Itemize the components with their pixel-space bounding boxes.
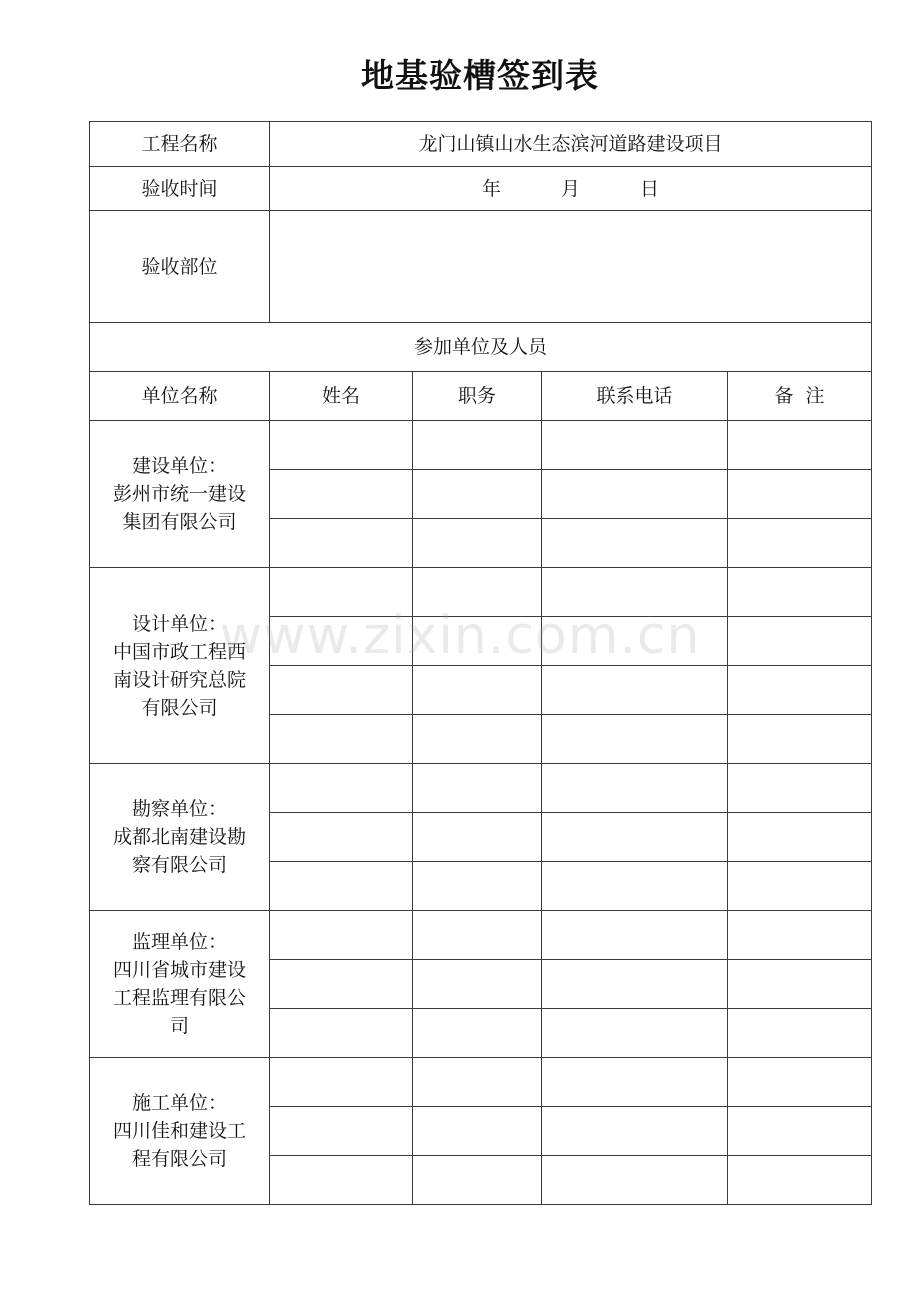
project-label: 工程名称 [90,122,270,167]
section-title: 参加单位及人员 [90,323,872,372]
part-value[interactable] [270,211,872,323]
remarks-cell[interactable] [728,862,872,911]
unit-name-line: 设计单位： [131,612,227,635]
name-cell[interactable] [270,862,413,911]
position-cell[interactable] [413,421,542,470]
unit-name-cell [90,911,270,1058]
unit-name-line: 集团有限公司 [122,511,237,533]
part-label: 验收部位 [90,211,270,323]
position-cell[interactable] [413,519,542,568]
phone-cell[interactable] [542,715,728,764]
position-cell[interactable] [413,617,542,666]
table-row [90,911,872,960]
unit-name-line: 建设单位： [131,455,227,477]
name-cell[interactable] [270,715,413,764]
part-row [90,211,872,323]
unit-name-line: 施工单位： [131,1092,227,1114]
position-cell[interactable] [413,862,542,911]
unit-name-line: 勘察单位： [131,798,227,820]
name-cell[interactable] [270,1107,413,1156]
position-cell[interactable] [413,960,542,1009]
phone-cell[interactable] [542,911,728,960]
day-label: 日 [640,177,660,200]
position-cell[interactable] [413,568,542,617]
name-cell[interactable] [270,1009,413,1058]
name-cell[interactable] [270,617,413,666]
unit-name-line: 彭州市统一建设 [112,483,246,505]
phone-cell[interactable] [542,1107,728,1156]
phone-cell[interactable] [542,813,728,862]
table-row [90,764,872,813]
unit-name-line: 南设计研究总院 [112,668,246,691]
phone-cell[interactable] [542,617,728,666]
month-label: 月 [561,177,581,200]
name-cell[interactable] [270,1156,413,1205]
date-field [482,178,659,200]
name-cell[interactable] [270,666,413,715]
time-label: 验收时间 [90,167,270,211]
phone-cell[interactable] [542,862,728,911]
project-value: 龙门山镇山水生态滨河道路建设项目 [270,122,872,167]
name-cell[interactable] [270,470,413,519]
position-cell[interactable] [413,666,542,715]
remarks-cell[interactable] [728,960,872,1009]
position-cell[interactable] [413,715,542,764]
position-cell[interactable] [413,1009,542,1058]
unit-name-line: 四川佳和建设工 [112,1120,246,1142]
unit-name-cell [90,1058,270,1205]
phone-cell[interactable] [542,1058,728,1107]
remarks-cell[interactable] [728,1058,872,1107]
unit-name-line: 监理单位： [131,931,227,953]
year-label: 年 [481,177,501,200]
remarks-cell[interactable] [728,519,872,568]
unit-name-line: 成都北南建设勘 [112,826,246,848]
position-cell[interactable] [413,1058,542,1107]
header-remarks: 备 注 [728,372,872,421]
table-row [90,421,872,470]
unit-name-line: 工程监理有限公 [112,987,246,1009]
page-title: 地基验槽签到表 [361,56,599,95]
position-cell[interactable] [413,470,542,519]
phone-cell[interactable] [542,470,728,519]
unit-name-line: 四川省城市建设 [112,959,246,981]
position-cell[interactable] [413,1107,542,1156]
section-row [90,323,872,372]
remarks-cell[interactable] [728,470,872,519]
name-cell[interactable] [270,568,413,617]
remarks-cell[interactable] [728,421,872,470]
unit-name-line: 察有限公司 [131,854,227,876]
header-position: 职务 [413,372,542,421]
unit-name-cell [90,421,270,568]
name-cell[interactable] [270,813,413,862]
phone-cell[interactable] [542,1156,728,1205]
name-cell[interactable] [270,960,413,1009]
phone-cell[interactable] [542,960,728,1009]
unit-name-line: 程有限公司 [131,1148,227,1170]
unit-name-line: 中国市政工程西 [112,640,246,663]
remarks-cell[interactable] [728,1156,872,1205]
phone-cell[interactable] [542,421,728,470]
remarks-cell[interactable] [728,1107,872,1156]
project-row [90,122,872,167]
phone-cell[interactable] [542,568,728,617]
header-person-name: 姓名 [270,372,413,421]
name-cell[interactable] [270,1058,413,1107]
watermark: www.zixin.com.cn [219,606,701,666]
header-phone: 联系电话 [542,372,728,421]
time-value[interactable] [270,167,872,211]
name-cell[interactable] [270,519,413,568]
time-row [90,167,872,211]
remarks-cell[interactable] [728,568,872,617]
remarks-cell[interactable] [728,666,872,715]
phone-cell[interactable] [542,519,728,568]
position-cell[interactable] [413,764,542,813]
sign-in-table [89,121,872,1205]
unit-name-cell [90,568,270,764]
table-row [90,568,872,617]
remarks-cell[interactable] [728,813,872,862]
unit-name-cell [90,764,270,911]
position-cell[interactable] [413,813,542,862]
position-cell[interactable] [413,1156,542,1205]
remarks-cell[interactable] [728,911,872,960]
remarks-cell[interactable] [728,764,872,813]
position-cell[interactable] [413,911,542,960]
table-row [90,1058,872,1107]
remarks-cell[interactable] [728,1009,872,1058]
remarks-cell[interactable] [728,617,872,666]
remarks-cell[interactable] [728,715,872,764]
phone-cell[interactable] [542,1009,728,1058]
unit-name-line: 司 [169,1015,189,1037]
phone-cell[interactable] [542,764,728,813]
name-cell[interactable] [270,911,413,960]
name-cell[interactable] [270,764,413,813]
unit-name-line: 有限公司 [141,696,218,719]
header-row [90,372,872,421]
name-cell[interactable] [270,421,413,470]
phone-cell[interactable] [542,666,728,715]
header-unit-name: 单位名称 [90,372,270,421]
